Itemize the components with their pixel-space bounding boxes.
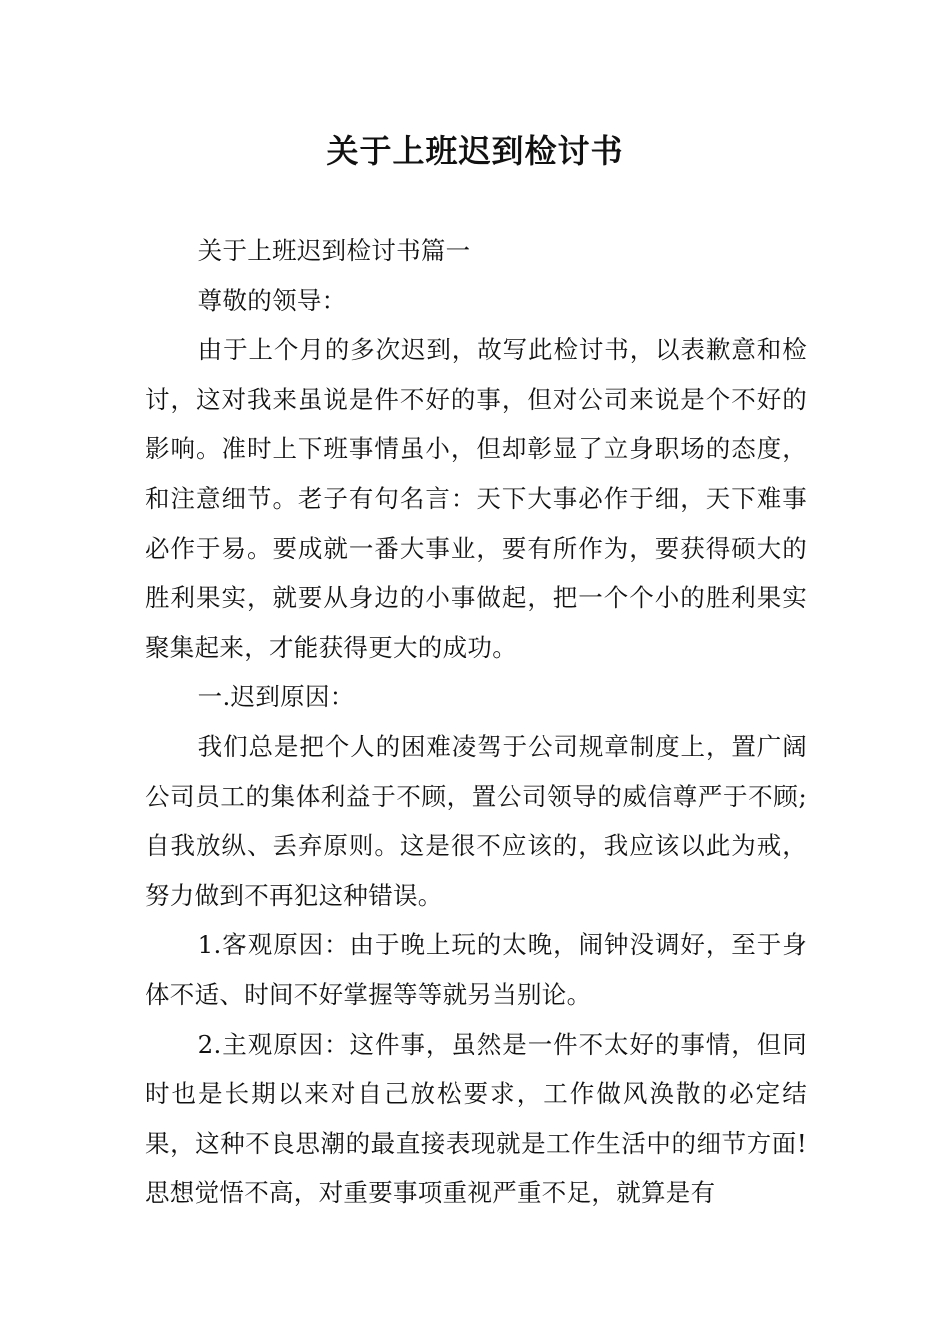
paragraph-reasons: 我们总是把个人的困难凌驾于公司规章制度上，置广阔公司员工的集体利益于不顾，置公司领导的威信尊严于不顾;自我放纵、丢弃原则。这是很不应该的，我应该以此为戒，努力做到不再犯这种错误。 xyxy=(145,731,807,910)
document-title: 关于上班迟到检讨书 xyxy=(326,132,624,170)
subheading-reasons: 一.迟到原因： xyxy=(197,682,355,712)
document-body xyxy=(145,226,807,1218)
paragraph-intro: 由于上个月的多次迟到，故写此检讨书，以表歉意和检讨，这对我来虽说是件不好的事，但对公司来说是个不好的影响。准时上下班事情虽小，但却彰显了立身职场的态度，和注意细节。老子有句名言：天下大事必作于细，天下难事必作于易。要成就一番大事业，要有所作为，要获得硕大的胜利果实，就要从身边的小事做起，把一个个小的胜利果实聚集起来，才能获得更大的成功。 xyxy=(145,335,807,662)
paragraph-objective-reason: 1.客观原因：由于晚上玩的太晚，闹钟没调好，至于身体不适、时间不好掌握等等就另当别论。 xyxy=(145,930,807,1009)
section-heading: 关于上班迟到检讨书篇一 xyxy=(197,236,471,265)
paragraph-subjective-reason: 2.主观原因：这件事，虽然是一件不太好的事情，但同时也是长期以来对自己放松要求，工作做风涣散的必定结果，这种不良思潮的最直接表现就是工作生活中的细节方面!思想觉悟不高，对重要事项重视严重不足，就算是有 xyxy=(145,1029,807,1208)
salutation: 尊敬的领导： xyxy=(197,285,347,315)
